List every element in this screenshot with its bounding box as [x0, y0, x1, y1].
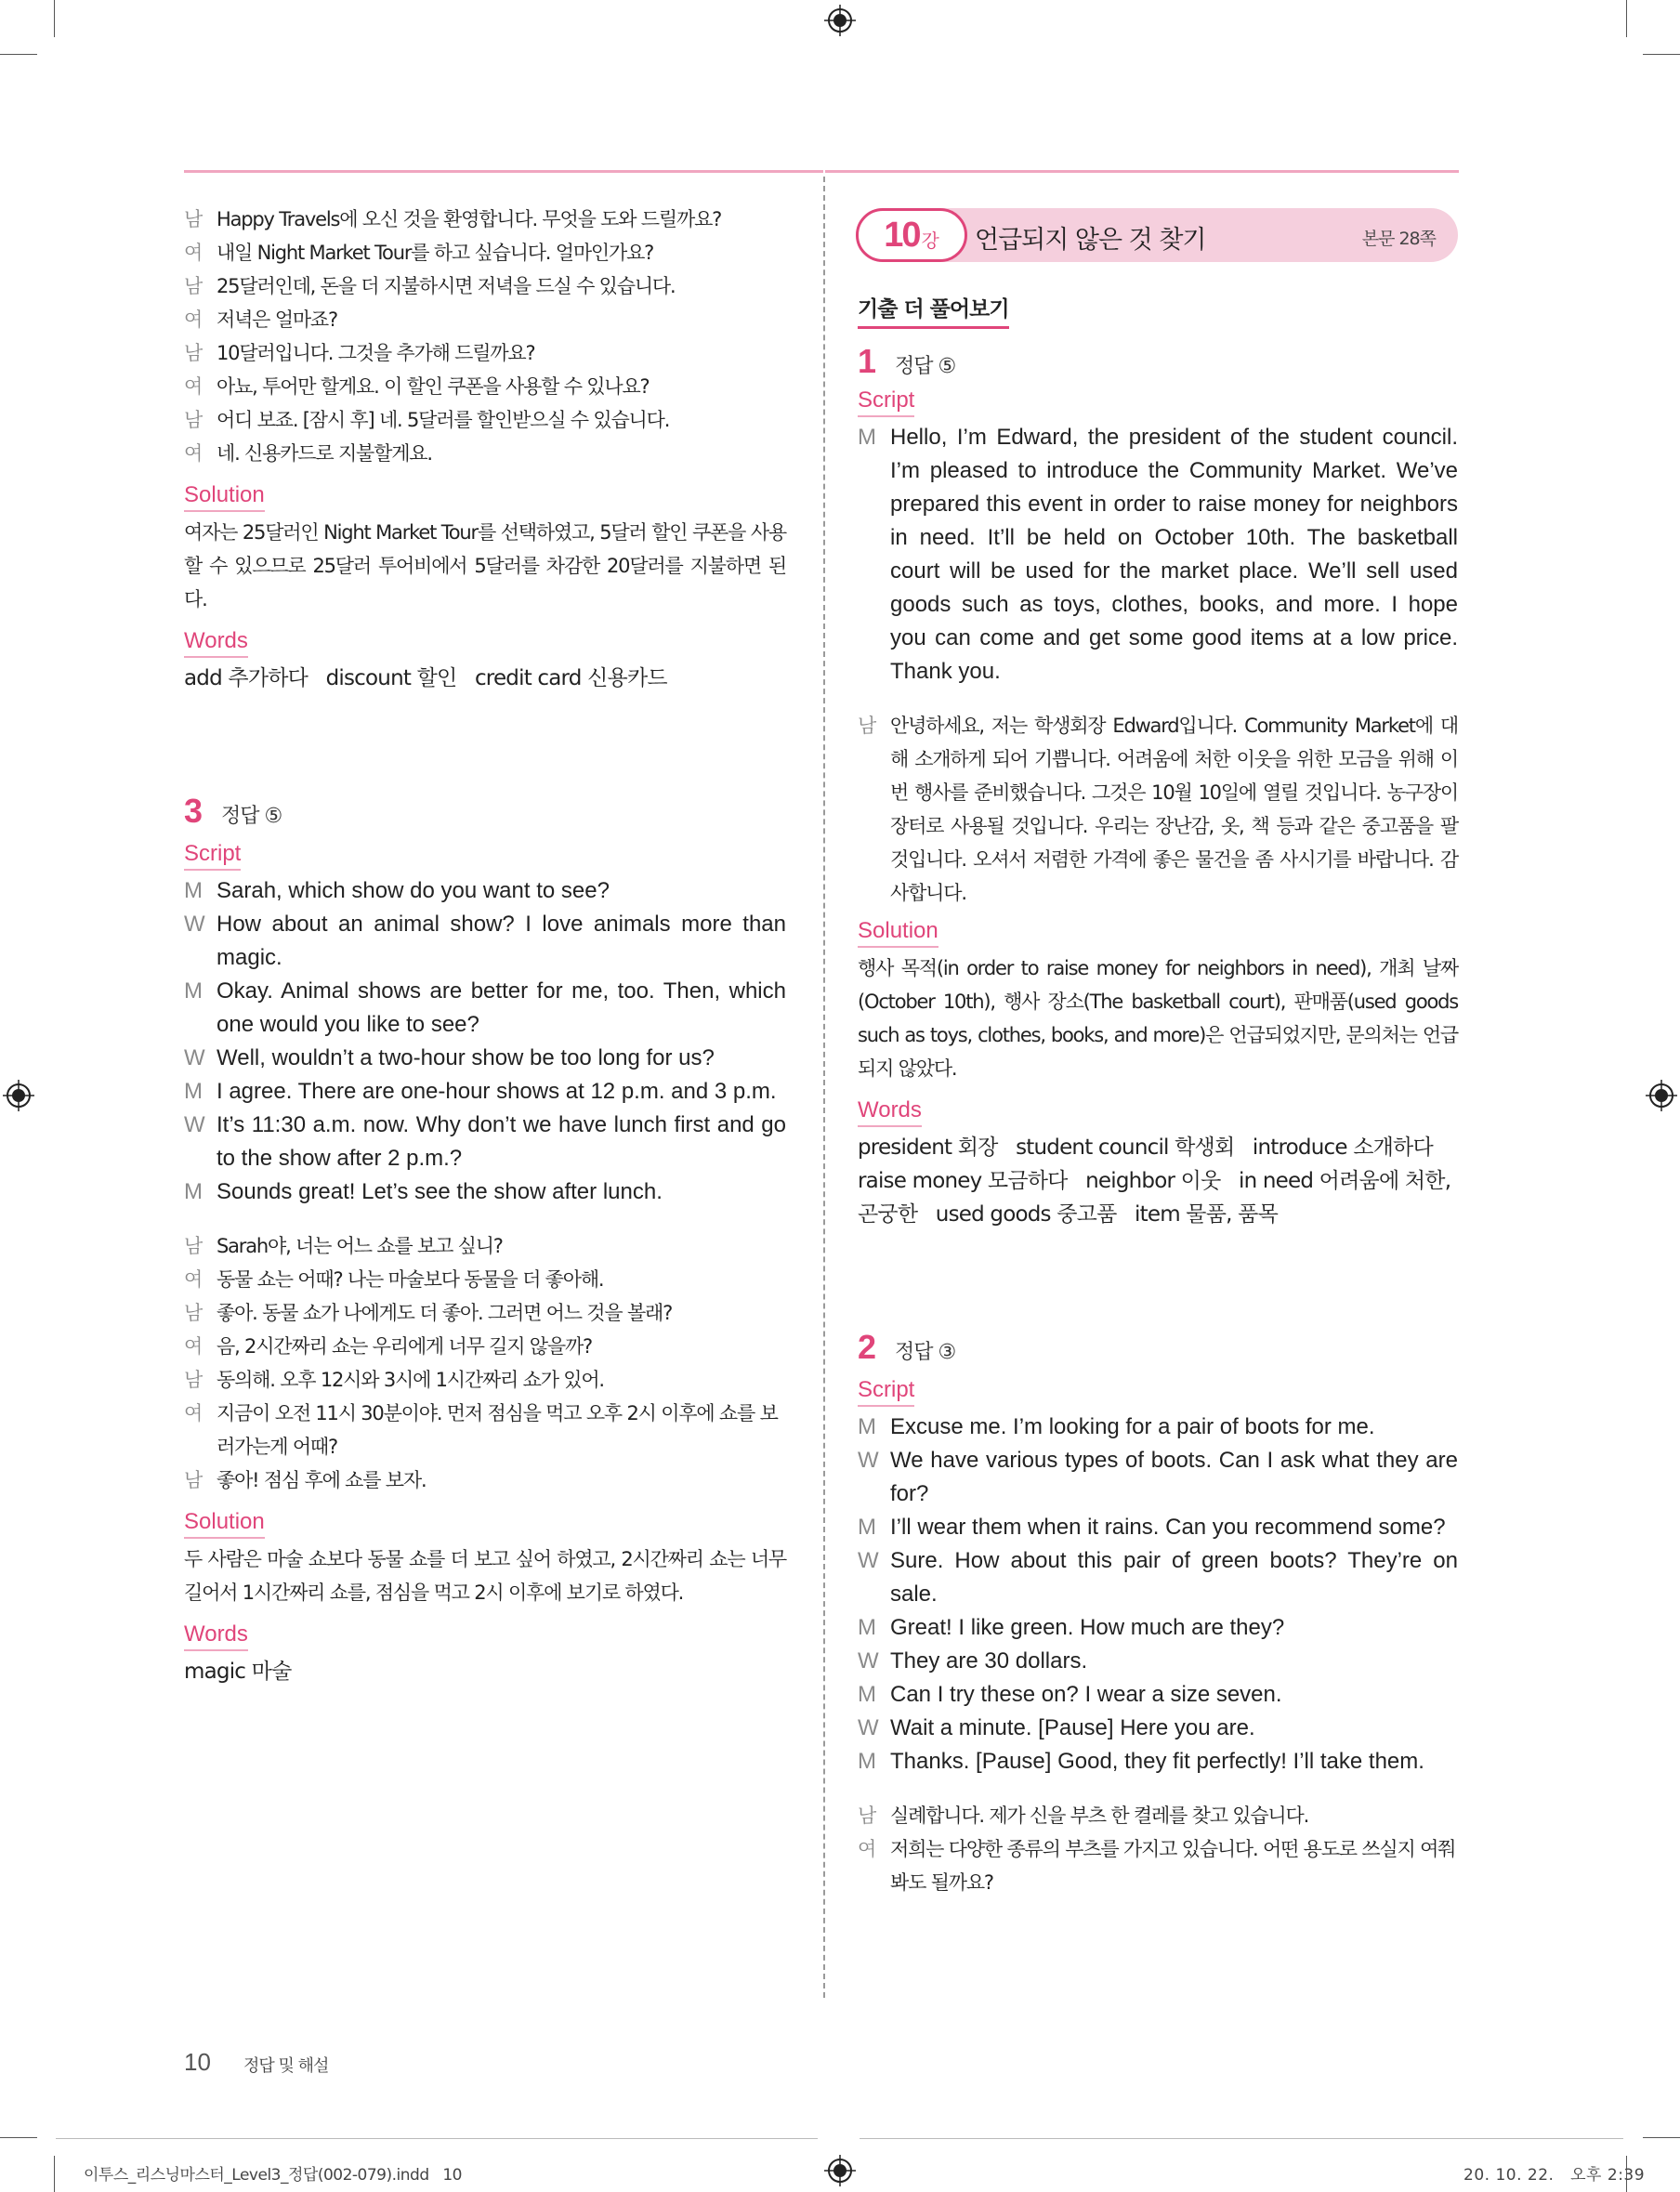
dialogue-line: 여 저희는 다양한 종류의 부츠를 가지고 있습니다. 어떤 용도로 쓰실지 여쭤봐도 될까요? [858, 1838, 1456, 1894]
words-text: raise money 모금하다 neighbor 이웃 in need 어려움에 처한, [858, 1169, 1451, 1193]
page-number: 10 [184, 2048, 211, 2076]
script-line: M Great! I like green. How much are they? [858, 1615, 1285, 1640]
words-text: 곤궁한 used goods 중고품 item 물품, 품목 [858, 1202, 1279, 1227]
lesson-title: 언급되지 않은 것 찾기 [975, 226, 1206, 255]
slug-rule [860, 2138, 1623, 2139]
script-dialogue [858, 1411, 1458, 1779]
crop-mark [1626, 0, 1627, 37]
question-header [184, 792, 786, 831]
dialogue-line: 남 Happy Travels에 오신 것을 환영합니다. 무엇을 도와 드릴까요? [184, 208, 722, 230]
top-rule-left [184, 170, 823, 173]
script-line: W We have various types of boots. Can I ask what they are for? [858, 1448, 1458, 1506]
dialogue-line: 남 좋아! 점심 후에 쇼를 보자. [184, 1469, 427, 1491]
question-number: 1 [858, 342, 877, 380]
lesson-banner [856, 208, 1458, 262]
dialogue-line: 남 25달러인데, 돈을 더 지불하시면 저녁을 드실 수 있습니다. [184, 275, 676, 297]
script-line: W Sure. How about this pair of green boots? They’re on sale. [858, 1548, 1458, 1607]
dialogue-line: 여 저녁은 얼마죠? [184, 308, 337, 331]
crop-mark [54, 0, 55, 37]
solution-label: Solution [184, 481, 265, 512]
script-line: W How about an animal show? I love animals more than magic. [184, 912, 786, 970]
top-rule-right [825, 170, 1459, 173]
question-number: 2 [858, 1328, 877, 1366]
solution-text: 두 사람은 마술 쇼보다 동물 쇼를 더 보고 싶어 하였고, 2시간짜리 쇼는 너무 길어서 1시간짜리 쇼를, 점심을 먹고 2시 이후에 보기로 하였다. [184, 1548, 786, 1604]
sub-heading: 기출 더 풀어보기 [858, 292, 1009, 329]
crop-mark [1643, 2137, 1680, 2138]
words-label: Words [184, 627, 248, 658]
question-number: 3 [184, 792, 203, 830]
script-line: M I agree. There are one-hour shows at 12 p.m. and 3 p.m. [184, 1079, 777, 1104]
dialogue-line: 남 좋아. 동물 쇼가 나에게도 더 좋아. 그러면 어느 것을 볼래? [184, 1302, 673, 1324]
dialogue-line: 여 아뇨, 투어만 할게요. 이 할인 쿠폰을 사용할 수 있나요? [184, 375, 650, 398]
words-label: Words [858, 1096, 922, 1127]
dialogue-kr-1 [858, 709, 1458, 910]
script-line: M Hello, I’m Edward, the president of the student council. I’m pleased to introduce the Community Market. We’ve prepared this event in order to raise money for neighbors in need. It’ll be held on October 10th. The basketball court will be used for the market place. We’ll sell used goods such as toys, clothes, books, and more. I hope you can come and get some good items at a low price. Thank you. [858, 425, 1458, 684]
solution-text: 여자는 25달러인 Night Market Tour를 선택하였고, 5달러 할인 쿠폰을 사용할 수 있으므로 25달러 투어비에서 5달러를 차감한 20달러를 지불하면 된다. [184, 521, 786, 610]
words-text: add 추가하다 discount 할인 credit card 신용카드 [184, 666, 667, 690]
left-column [184, 203, 786, 1688]
crop-mark [0, 54, 37, 55]
words-text: president 회장 student council 학생회 introduce 소개하다 [858, 1135, 1433, 1160]
answer-label: 정답 ③ [895, 1341, 956, 1364]
answer-label: 정답 ⑤ [221, 805, 282, 828]
dialogue-line: 남 안녕하세요, 저는 학생회장 Edward입니다. Community Market에 대해 소개하게 되어 기쁩니다. 어려움에 처한 이웃을 위한 모금을 위해 이번 행사를 준비했습니다. 그것은 10월 10일에 열릴 것입니다. 농구장이 장터로 사용될 것입니다. 우리는 장난감, 옷, 책 등과 같은 중고품을 팔 것입니다. 오셔서 저렴한 가격에 좋은 물건을 좀 사시기를 바랍니다. 감사합니다. [858, 715, 1458, 904]
dialogue-line: 남 Sarah야, 너는 어느 쇼를 보고 싶니? [184, 1235, 503, 1257]
dialogue-line: 남 동의해. 오후 12시와 3시에 1시간짜리 쇼가 있어. [184, 1369, 604, 1391]
script-line: W It’s 11:30 a.m. now. Why don’t we have lunch first and go to the show after 2 p.m.? [184, 1112, 786, 1171]
script-label: Script [184, 840, 241, 871]
script-line: M I’ll wear them when it rains. Can you recommend some? [858, 1515, 1446, 1540]
script-dialogue [858, 421, 1458, 689]
dialogue-line: 남 실례합니다. 제가 신을 부츠 한 켤레를 찾고 있습니다. [858, 1805, 1309, 1827]
script-dialogue [184, 874, 786, 1209]
registration-mark-icon [3, 1080, 34, 1111]
crop-mark [54, 2156, 55, 2192]
script-line: M Thanks. [Pause] Good, they fit perfectly! I’ll take them. [858, 1749, 1424, 1774]
script-line: W Wait a minute. [Pause] Here you are. [858, 1715, 1255, 1740]
registration-mark-icon [824, 2155, 856, 2186]
script-label: Script [858, 1376, 914, 1407]
registration-mark-icon [824, 5, 856, 36]
slug-rule [56, 2138, 818, 2139]
dialogue-line: 남 어디 보죠. [잠시 후] 네. 5달러를 할인받으실 수 있습니다. [184, 409, 670, 431]
dialogue-kr-3 [184, 1229, 786, 1497]
question-header [858, 342, 1458, 381]
dialogue-kr-2 [858, 1799, 1458, 1899]
words-list [858, 1131, 1458, 1231]
dialogue-line: 여 네. 신용카드로 지불할게요. [184, 442, 432, 465]
script-line: W They are 30 dollars. [858, 1648, 1088, 1674]
script-line: M Sounds great! Let’s see the show after lunch. [184, 1179, 663, 1204]
script-label: Script [858, 387, 914, 417]
right-column [858, 292, 1458, 1899]
registration-mark-icon [1646, 1080, 1677, 1111]
lesson-page-ref: 본문 28쪽 [1361, 229, 1436, 249]
script-line: M Can I try these on? I wear a size seven. [858, 1682, 1282, 1707]
dialogue-line: 남 10달러입니다. 그것을 추가해 드릴까요? [184, 342, 535, 364]
dialogue-line: 여 지금이 오전 11시 30분이야. 먼저 점심을 먹고 오후 2시 이후에 쇼를 보러가는게 어때? [184, 1402, 778, 1458]
crop-mark [0, 2137, 37, 2138]
words-label: Words [184, 1621, 248, 1651]
slug-date: 20. 10. 22. 오후 2:39 [1463, 2166, 1646, 2185]
lesson-badge [856, 208, 967, 262]
crop-mark [1643, 54, 1680, 55]
lesson-unit: 강 [921, 229, 939, 252]
slug-file-info: 이투스_리스닝마스터_Level3_정답(002-079).indd 10 [84, 2166, 462, 2185]
script-line: W Well, wouldn’t a two-hour show be too long for us? [184, 1045, 715, 1070]
column-divider [823, 177, 825, 1998]
dialogue-kr-1 [184, 203, 786, 470]
footer-label: 정답 및 해설 [243, 2056, 329, 2076]
question-header [858, 1328, 1458, 1367]
script-line: M Excuse me. I’m looking for a pair of boots for me. [858, 1414, 1375, 1439]
dialogue-line: 여 내일 Night Market Tour를 하고 싶습니다. 얼마인가요? [184, 242, 654, 264]
script-line: M Sarah, which show do you want to see? [184, 878, 610, 903]
answer-label: 정답 ⑤ [895, 355, 956, 378]
dialogue-line: 여 음, 2시간짜리 쇼는 우리에게 너무 길지 않을까? [184, 1335, 592, 1358]
solution-label: Solution [858, 917, 938, 948]
words-text: magic 마술 [184, 1660, 292, 1684]
lesson-number: 10 [884, 215, 920, 255]
dialogue-line: 여 동물 쇼는 어때? 나는 마술보다 동물을 더 좋아해. [184, 1268, 604, 1291]
solution-label: Solution [184, 1508, 265, 1539]
solution-text: 행사 목적(in order to raise money for neighbors in need), 개최 날짜(October 10th), 행사 장소(The basketball court), 판매품(used goods such as toys, clothes, books, and more)은 언급되었지만, 문의처는 언급되지 않았다. [858, 957, 1458, 1080]
script-line: M Okay. Animal shows are better for me, too. Then, which one would you like to see? [184, 978, 786, 1037]
